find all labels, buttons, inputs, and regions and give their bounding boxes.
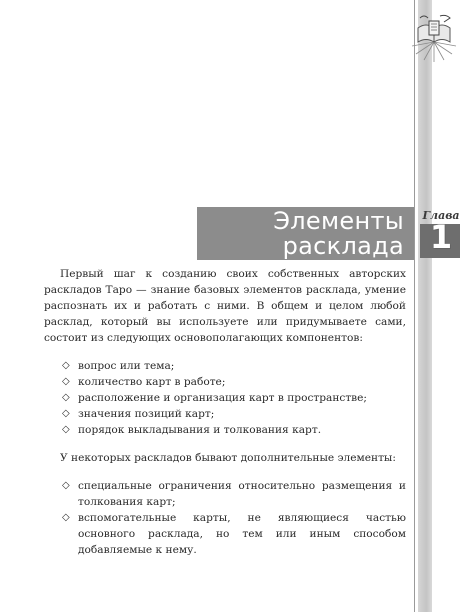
components-list <box>44 358 406 438</box>
intro-paragraph: Первый шаг к созданию своих собственных авторских раскладов Таро — знание базовых элементов расклада, умение распознать их и работать с ними. В общем и целом любой расклад, который вы используете или придумываете сами, состоит из следующих основополагающих компонентов: <box>44 268 406 344</box>
chapter-title-band <box>197 207 414 260</box>
diamond-bullet-icon: ◇ <box>62 392 70 403</box>
chapter-title <box>273 209 404 259</box>
diamond-bullet-icon: ◇ <box>62 424 70 435</box>
chapter-word: Глава <box>422 209 460 222</box>
list-item: ◇ специальные ограничения относительно размещения и толкования карт; <box>62 480 406 508</box>
list-item: ◇ количество карт в работе; <box>62 376 226 388</box>
diamond-bullet-icon: ◇ <box>62 360 70 371</box>
chapter-number: 1 <box>429 218 453 256</box>
diamond-bullet-icon: ◇ <box>62 408 70 419</box>
margin-band <box>418 0 432 612</box>
body-text <box>44 266 406 570</box>
book-tarot-emblem-icon <box>410 12 458 64</box>
chapter-title-line2: расклада <box>282 232 404 260</box>
chapter-title-line1: Элементы <box>273 207 404 235</box>
middle-paragraph: У некоторых раскладов бывают дополнительные элементы: <box>60 452 396 464</box>
chapter-label <box>419 207 463 260</box>
diamond-bullet-icon: ◇ <box>62 480 70 491</box>
list-item: ◇ значения позиций карт; <box>62 408 215 420</box>
diamond-bullet-icon: ◇ <box>62 376 70 387</box>
list-item: ◇ порядок выкладывания и толкования карт. <box>62 424 322 436</box>
diamond-bullet-icon: ◇ <box>62 512 70 523</box>
list-item: ◇ расположение и организация карт в пространстве; <box>62 392 367 404</box>
list-item: ◇ вопрос или тема; <box>62 360 175 372</box>
extras-list <box>44 478 406 558</box>
list-item: ◇ вспомогательные карты, не являющиеся частью основного расклада, но тем или иным способом добавляемые к нему. <box>62 512 406 556</box>
margin-rule <box>414 0 415 612</box>
